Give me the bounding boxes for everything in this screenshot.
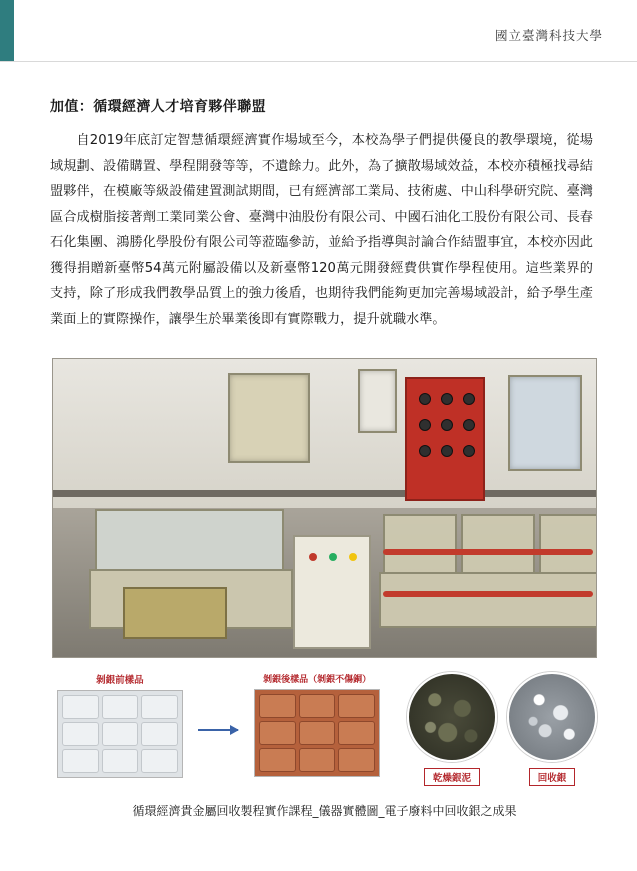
page-header: [0, 0, 637, 62]
sample-photo-row: [52, 672, 597, 786]
control-panel-right: [508, 375, 582, 471]
piping-lower: [383, 591, 593, 597]
instrument-rack: [358, 369, 397, 433]
process-tank-1: [383, 514, 457, 578]
sample-before-photo: [57, 690, 183, 778]
filter-drum: [123, 587, 227, 639]
lab-equipment-photo: [52, 358, 597, 658]
figure-block: [52, 358, 597, 819]
mobile-control-cart: [293, 535, 371, 649]
closeup-sludge-group: [407, 672, 497, 786]
recovered-silver-label: 回收銀: [529, 768, 576, 786]
header-divider: [0, 61, 637, 62]
equipment-base-right: [379, 572, 597, 628]
section-paragraph: 自2019年底訂定智慧循環經濟實作場域至今，本校為學子們提供優良的教學環境，從場域規劃、設備購置、學程開發等等，不遺餘力。此外，為了擴散場域效益，本校亦積極找尋結盟夥伴，在模廠等級設備建置測試期間，已有經濟部工業局、技術處、中山科學研究院、臺灣區合成樹脂接著劑工業同業公會、臺灣中油股份有限公司、中國石油化工股份有限公司、長春石化集團、鴻勝化學股份有限公司等蒞臨參訪，並給予指導與討論合作結盟事宜，本校亦因此獲得捐贈新臺幣54萬元附屬設備以及新臺幣120萬元開發經費供實作學程使用。這些業界的支持，除了形成我們教學品質上的強力後盾，也期待我們能夠更加完善場域設計，給予學生產業面上的實際操作，讓學生於畢業後即有實際戰力，提升就職水準。: [50, 133, 593, 327]
organization-title: 國立臺灣科技大學: [494, 28, 603, 43]
process-tank-2: [461, 514, 535, 578]
section-heading: 加值：循環經濟人才培育夥伴聯盟: [50, 99, 266, 115]
header-accent-bar: [0, 0, 14, 62]
sample-after-photo: [254, 689, 380, 777]
figure-caption: 循環經濟貴金屬回收製程實作課程_儀器實體圖_電子廢料中回收銀之成果: [132, 804, 517, 818]
recovered-silver-photo: [507, 672, 597, 762]
closeup-silver-group: [507, 672, 597, 786]
piping-upper: [383, 549, 593, 555]
sample-after-group: [249, 672, 385, 777]
process-tank-3: [539, 514, 597, 578]
dried-silver-sludge-photo: [407, 672, 497, 762]
dried-silver-sludge-label: 乾燥銀泥: [424, 768, 480, 786]
page-content: [0, 96, 637, 819]
control-panel-left: [228, 373, 310, 463]
photo-bench-edge: [53, 490, 596, 497]
sample-before-group: [52, 672, 188, 778]
electrolysis-tank-large: [95, 509, 284, 575]
red-control-cabinet: [405, 377, 485, 501]
arrow-right-icon: [198, 729, 238, 731]
process-arrow: [198, 686, 240, 774]
sample-before-label: 剝銀前樣品: [96, 675, 144, 686]
sample-after-label: 剝銀後樣品（剝銀不傷銅）: [263, 675, 372, 685]
